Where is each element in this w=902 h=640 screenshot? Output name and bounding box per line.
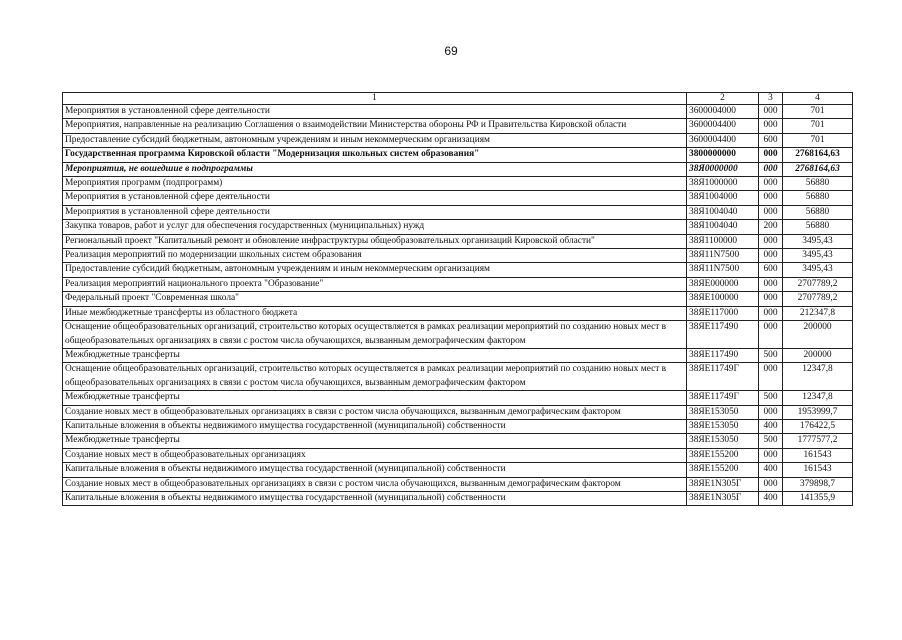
header-col-name: 1: [63, 93, 687, 105]
row-kind-cell: 000: [759, 363, 783, 391]
row-sum-cell: 176422,5: [783, 419, 853, 433]
row-sum-cell: 2707789,2: [783, 277, 853, 291]
row-code-cell: 38ЯЕ000000: [687, 277, 759, 291]
table-row: [63, 249, 853, 263]
row-name-cell: Межбюджетные трансферты: [63, 348, 687, 362]
row-name-cell: Предоставление субсидий бюджетным, автономным учреждениям и иным некоммерческим организациям: [63, 133, 687, 147]
row-kind-cell: 000: [759, 205, 783, 219]
table-row: [63, 405, 853, 419]
row-code-cell: 38Я1004000: [687, 191, 759, 205]
row-code-cell: 38Я0000000: [687, 162, 759, 176]
row-kind-cell: 600: [759, 133, 783, 147]
row-sum-cell: 141355,9: [783, 491, 853, 505]
row-name-cell: Региональный проект "Капитальный ремонт и обновление инфраструктуры общеобразовательных организаций Кировской области": [63, 234, 687, 248]
row-sum-cell: 1953999,7: [783, 405, 853, 419]
row-sum-cell: 1777577,2: [783, 434, 853, 448]
row-code-cell: 38ЯЕ155200: [687, 463, 759, 477]
row-name-cell: Капитальные вложения в объекты недвижимого имущества государственной (муниципальной) собственности: [63, 419, 687, 433]
row-code-cell: 3800000000: [687, 148, 759, 162]
header-col-sum: 4: [783, 93, 853, 105]
row-kind-cell: 000: [759, 405, 783, 419]
row-code-cell: 38ЯЕ11749Г: [687, 391, 759, 405]
row-kind-cell: 000: [759, 177, 783, 191]
table-row: [63, 234, 853, 248]
row-sum-cell: 161543: [783, 463, 853, 477]
row-kind-cell: 500: [759, 348, 783, 362]
row-sum-cell: 161543: [783, 448, 853, 462]
table-row: [63, 463, 853, 477]
table-row: [63, 277, 853, 291]
row-sum-cell: 3495,43: [783, 263, 853, 277]
row-kind-cell: 000: [759, 321, 783, 349]
table-row: [63, 321, 853, 349]
row-code-cell: 38ЯЕ155200: [687, 448, 759, 462]
row-kind-cell: 000: [759, 477, 783, 491]
header-col-code: 2: [687, 93, 759, 105]
row-name-cell: Оснащение общеобразовательных организаций, строительство которых осуществляется в рамках реализации мероприятий по созданию новых мест в общеобразовательных организациях в связи с ростом числа обучающихся, вызванным демографическим фактором: [63, 363, 687, 391]
table-row: [63, 419, 853, 433]
row-kind-cell: 000: [759, 119, 783, 133]
row-name-cell: Реализация мероприятий по модернизации школьных систем образования: [63, 249, 687, 263]
table-row: [63, 162, 853, 176]
row-kind-cell: 400: [759, 491, 783, 505]
row-kind-cell: 000: [759, 191, 783, 205]
table-row: [63, 148, 853, 162]
row-kind-cell: 000: [759, 306, 783, 320]
table-body: [63, 105, 853, 506]
row-kind-cell: 000: [759, 249, 783, 263]
table-header-row: [63, 93, 853, 105]
row-kind-cell: 600: [759, 263, 783, 277]
row-code-cell: 38ЯЕ117490: [687, 321, 759, 349]
table-row: [63, 292, 853, 306]
row-code-cell: 3600004400: [687, 119, 759, 133]
row-kind-cell: 000: [759, 277, 783, 291]
table-row: [63, 105, 853, 119]
row-sum-cell: 2768164,63: [783, 162, 853, 176]
row-name-cell: Межбюджетные трансферты: [63, 391, 687, 405]
row-sum-cell: 56880: [783, 205, 853, 219]
row-code-cell: 38ЯЕ11749Г: [687, 363, 759, 391]
row-name-cell: Создание новых мест в общеобразовательных организациях в связи с ростом числа обучающихся, вызванным демографическим фактором: [63, 477, 687, 491]
table-row: [63, 477, 853, 491]
header-col-kind: 3: [759, 93, 783, 105]
row-name-cell: Мероприятия, не вошедшие в подпрограммы: [63, 162, 687, 176]
row-kind-cell: 000: [759, 162, 783, 176]
row-kind-cell: 200: [759, 220, 783, 234]
row-name-cell: Создание новых мест в общеобразовательных организациях: [63, 448, 687, 462]
row-kind-cell: 400: [759, 463, 783, 477]
row-name-cell: Мероприятия программ (подпрограмм): [63, 177, 687, 191]
table-row: [63, 119, 853, 133]
row-sum-cell: 56880: [783, 191, 853, 205]
row-name-cell: Государственная программа Кировской области "Модернизация школьных систем образования": [63, 148, 687, 162]
table-row: [63, 263, 853, 277]
row-name-cell: Мероприятия, направленные на реализацию Соглашения о взаимодействии Министерства обороны РФ и Правительства Кировской области: [63, 119, 687, 133]
row-kind-cell: 500: [759, 434, 783, 448]
budget-table: [62, 92, 853, 506]
page-number: 69: [444, 44, 458, 58]
row-kind-cell: 000: [759, 448, 783, 462]
row-sum-cell: 212347,8: [783, 306, 853, 320]
table-row: [63, 348, 853, 362]
row-name-cell: Реализация мероприятий национального проекта "Образование": [63, 277, 687, 291]
table-row: [63, 363, 853, 391]
row-sum-cell: 56880: [783, 177, 853, 191]
row-code-cell: 38Я1004040: [687, 205, 759, 219]
row-code-cell: 38ЯЕ1N305Г: [687, 477, 759, 491]
row-code-cell: 38ЯЕ117000: [687, 306, 759, 320]
row-kind-cell: 000: [759, 234, 783, 248]
row-name-cell: Мероприятия в установленной сфере деятельности: [63, 191, 687, 205]
row-sum-cell: 379898,7: [783, 477, 853, 491]
row-kind-cell: 000: [759, 105, 783, 119]
row-sum-cell: 200000: [783, 321, 853, 349]
row-kind-cell: 000: [759, 148, 783, 162]
row-code-cell: 38ЯЕ153050: [687, 419, 759, 433]
table-row: [63, 191, 853, 205]
row-code-cell: 38ЯЕ117490: [687, 348, 759, 362]
table-row: [63, 220, 853, 234]
row-code-cell: 38ЯЕ153050: [687, 434, 759, 448]
row-code-cell: 3600004000: [687, 105, 759, 119]
row-kind-cell: 400: [759, 419, 783, 433]
table-row: [63, 205, 853, 219]
row-code-cell: 38Я1004040: [687, 220, 759, 234]
row-sum-cell: 701: [783, 119, 853, 133]
table-row: [63, 491, 853, 505]
row-name-cell: Иные межбюджетные трансферты из областного бюджета: [63, 306, 687, 320]
row-sum-cell: 2707789,2: [783, 292, 853, 306]
row-name-cell: Создание новых мест в общеобразовательных организациях в связи с ростом числа обучающихся, вызванным демографическим фактором: [63, 405, 687, 419]
table-row: [63, 133, 853, 147]
row-code-cell: 38Я1100000: [687, 234, 759, 248]
row-sum-cell: 2768164,63: [783, 148, 853, 162]
table-row: [63, 448, 853, 462]
row-code-cell: 38ЯЕ1N305Г: [687, 491, 759, 505]
row-sum-cell: 701: [783, 105, 853, 119]
row-name-cell: Мероприятия в установленной сфере деятельности: [63, 205, 687, 219]
row-code-cell: 38Я11N7500: [687, 249, 759, 263]
row-code-cell: 3600004400: [687, 133, 759, 147]
row-kind-cell: 000: [759, 292, 783, 306]
row-name-cell: Предоставление субсидий бюджетным, автономным учреждениям и иным некоммерческим организациям: [63, 263, 687, 277]
row-sum-cell: 200000: [783, 348, 853, 362]
row-sum-cell: 3495,43: [783, 234, 853, 248]
row-name-cell: Оснащение общеобразовательных организаций, строительство которых осуществляется в рамках реализации мероприятий по созданию новых мест в общеобразовательных организациях в связи с ростом числа обучающихся, вызванным демографическим фактором: [63, 321, 687, 349]
row-sum-cell: 701: [783, 133, 853, 147]
row-name-cell: Закупка товаров, работ и услуг для обеспечения государственных (муниципальных) нужд: [63, 220, 687, 234]
row-name-cell: Межбюджетные трансферты: [63, 434, 687, 448]
row-name-cell: Капитальные вложения в объекты недвижимого имущества государственной (муниципальной) собственности: [63, 491, 687, 505]
row-sum-cell: 3495,43: [783, 249, 853, 263]
table-row: [63, 177, 853, 191]
table-row: [63, 434, 853, 448]
row-name-cell: Мероприятия в установленной сфере деятельности: [63, 105, 687, 119]
row-name-cell: Федеральный проект "Современная школа": [63, 292, 687, 306]
table-row: [63, 306, 853, 320]
row-code-cell: 38ЯЕ153050: [687, 405, 759, 419]
row-code-cell: 38Я11N7500: [687, 263, 759, 277]
row-code-cell: 38Я1000000: [687, 177, 759, 191]
row-sum-cell: 12347,8: [783, 363, 853, 391]
table-row: [63, 391, 853, 405]
row-sum-cell: 56880: [783, 220, 853, 234]
row-name-cell: Капитальные вложения в объекты недвижимого имущества государственной (муниципальной) собственности: [63, 463, 687, 477]
row-sum-cell: 12347,8: [783, 391, 853, 405]
row-code-cell: 38ЯЕ100000: [687, 292, 759, 306]
row-kind-cell: 500: [759, 391, 783, 405]
